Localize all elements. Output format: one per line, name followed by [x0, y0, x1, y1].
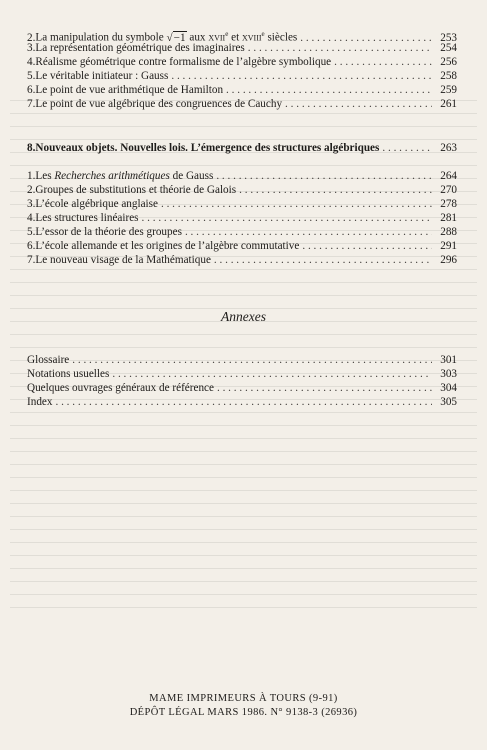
- dot-leader: [382, 142, 432, 155]
- entry-number: 6.: [27, 84, 36, 96]
- entry-title: L’école algébrique anglaise: [35, 198, 158, 210]
- entry-title: Le point de vue algébrique des congruences de Cauchy: [35, 98, 283, 110]
- chapter-heading: [27, 142, 457, 155]
- entry-number: 2.: [27, 184, 36, 196]
- entry-title: La représentation géométrique des imaginaires: [35, 42, 245, 54]
- toc-entry: [27, 70, 457, 83]
- toc-entry: [27, 56, 457, 69]
- entry-number: 6.: [27, 240, 36, 252]
- entry-title: Index: [27, 396, 53, 408]
- entry-number: 4.: [27, 212, 36, 224]
- toc-entry: [27, 396, 457, 409]
- entry-number: 5.: [27, 226, 36, 238]
- entry-page-number: 296: [440, 254, 457, 266]
- entry-number: 7.: [27, 254, 36, 266]
- entry-title: Le point de vue arithmétique de Hamilton: [35, 84, 224, 96]
- entry-number: 5.: [27, 70, 36, 82]
- annexes-heading: Annexes: [221, 309, 266, 324]
- entry-title: Les structures linéaires: [35, 212, 139, 224]
- toc-entry: [27, 212, 457, 225]
- dot-leader: [217, 382, 432, 395]
- dot-leader: [161, 198, 432, 211]
- chapter-page-number: 263: [440, 142, 457, 154]
- entry-page-number: 256: [440, 56, 457, 68]
- entry-title: L’essor de la théorie des groupes: [35, 226, 182, 238]
- legal-deposit: DÉPÔT LÉGAL MARS 1986. N° 9138-3 (26936): [129, 707, 358, 718]
- entry-page-number: 261: [440, 98, 457, 110]
- dot-leader: [248, 42, 432, 55]
- chapter-title: Nouveaux objets. Nouvelles lois. L’émergence des structures algébriques: [35, 142, 380, 154]
- toc-entry: [27, 98, 457, 111]
- entry-title: Réalisme géométrique contre formalisme de l’algèbre symbolique: [35, 56, 332, 68]
- printer-colophon: MAME IMPRIMEURS À TOURS (9-91): [149, 693, 338, 704]
- entry-page-number: 253: [440, 31, 457, 44]
- entry-title: L’école allemande et les origines de l’algèbre commutative: [35, 240, 300, 252]
- toc-entry: [27, 254, 457, 267]
- entry-title: Glossaire: [27, 354, 70, 366]
- entry-page-number: 254: [440, 42, 457, 54]
- dot-leader: [216, 170, 432, 183]
- dot-leader: [55, 396, 432, 409]
- entry-title: Quelques ouvrages généraux de référence: [27, 382, 214, 394]
- toc-entry: [27, 368, 457, 381]
- dot-leader: [285, 98, 432, 111]
- entry-title: Les Recherches arithmétiques de Gauss: [35, 170, 214, 182]
- toc-entry: [27, 42, 457, 55]
- toc-entry: [27, 382, 457, 395]
- toc-entry: [27, 170, 457, 183]
- entry-number: 7.: [27, 98, 36, 110]
- entry-number: 3.: [27, 42, 36, 54]
- entry-number: 4.: [27, 56, 36, 68]
- entry-page-number: 304: [440, 382, 457, 394]
- entry-page-number: 305: [440, 396, 457, 408]
- entry-title: Le nouveau visage de la Mathématique: [35, 254, 211, 266]
- entry-page-number: 288: [440, 226, 457, 238]
- entry-page-number: 281: [440, 212, 457, 224]
- dot-leader: [112, 368, 432, 381]
- entry-page-number: 259: [440, 84, 457, 96]
- toc-entry: [27, 84, 457, 97]
- entry-page-number: 301: [440, 354, 457, 366]
- entry-page-number: 258: [440, 70, 457, 82]
- dot-leader: [142, 212, 432, 225]
- dot-leader: [214, 254, 432, 267]
- entry-title: Groupes de substitutions et théorie de Galois: [35, 184, 237, 196]
- toc-entry: [27, 240, 457, 253]
- entry-title: Notations usuelles: [27, 368, 110, 380]
- entry-number: 2.: [27, 31, 36, 44]
- dot-leader: [185, 226, 432, 239]
- dot-leader: [302, 240, 432, 253]
- sqrt-symbol: √−1: [166, 31, 186, 44]
- dot-leader: [226, 84, 432, 97]
- chapter-number: 8.: [27, 142, 36, 154]
- dot-leader: [334, 56, 432, 69]
- entry-page-number: 278: [440, 198, 457, 210]
- entry-page-number: 270: [440, 184, 457, 196]
- toc-entry: [27, 354, 457, 367]
- dot-leader: [239, 184, 432, 197]
- entry-page-number: 264: [440, 170, 457, 182]
- dot-leader: [72, 354, 432, 367]
- entry-number: 3.: [27, 198, 36, 210]
- entry-title: La manipulation du symbole √−1 aux xvii$^e$ et xviii$^e$ siècles: [35, 30, 298, 44]
- entry-number: 1.: [27, 170, 36, 182]
- entry-page-number: 303: [440, 368, 457, 380]
- toc-entry: [27, 184, 457, 197]
- toc-entry: [27, 226, 457, 239]
- dot-leader: [171, 70, 432, 83]
- entry-page-number: 291: [440, 240, 457, 252]
- entry-title: Le véritable initiateur : Gauss: [35, 70, 169, 82]
- toc-entry: [27, 198, 457, 211]
